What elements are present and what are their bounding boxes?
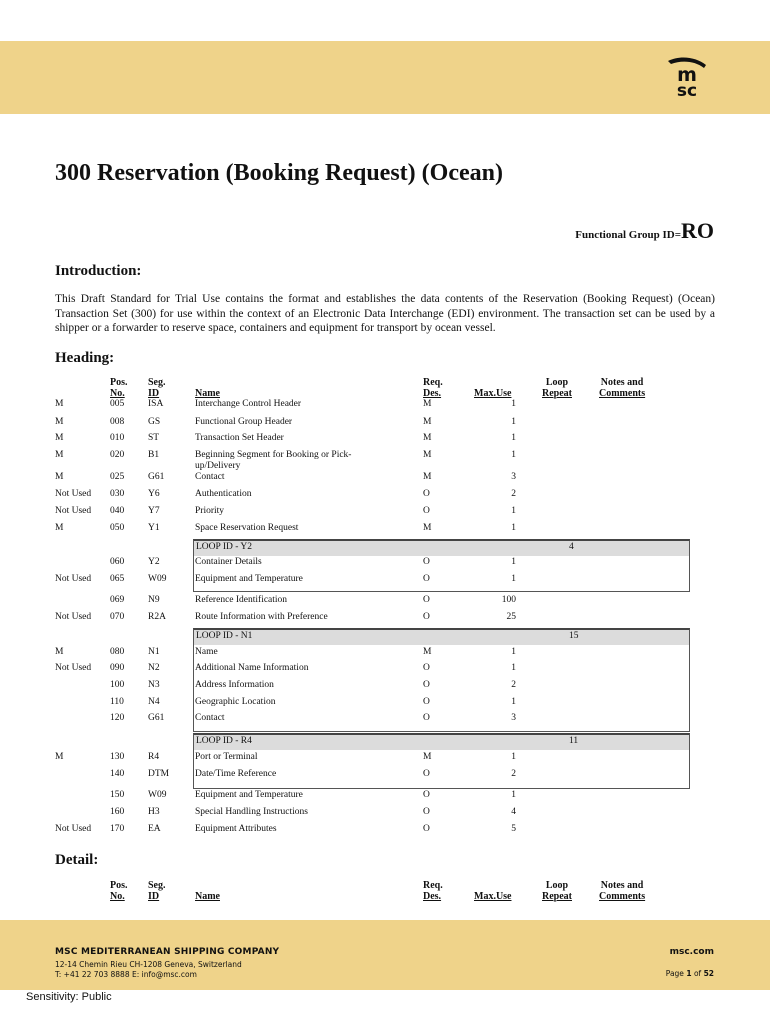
row-name: Name: [195, 647, 218, 657]
row-segment-id: R4: [148, 752, 160, 762]
seg-column-header-line2: ID: [148, 891, 160, 902]
row-requirement: O: [423, 574, 430, 584]
row-max-use: 3: [511, 472, 516, 482]
document-title: 300 Reservation (Booking Request) (Ocean): [55, 160, 503, 186]
row-name: Interchange Control Header: [195, 399, 302, 409]
loop-column-header: [542, 377, 572, 399]
row-max-use: 100: [501, 595, 516, 605]
row-max-use: 1: [511, 647, 516, 657]
row-segment-id: Y6: [148, 489, 160, 499]
row-max-use: 1: [511, 433, 516, 443]
row-status: M: [55, 433, 64, 443]
row-position: 040: [110, 506, 125, 516]
row-segment-id: N4: [148, 697, 160, 707]
row-segment-id: Y2: [148, 557, 160, 567]
row-position: 065: [110, 574, 125, 584]
pos-column-header-line1: Pos.: [110, 880, 128, 891]
row-requirement: O: [423, 680, 430, 690]
row-name: Special Handling Instructions: [195, 807, 308, 817]
functional-group-label: Functional Group ID=: [575, 229, 681, 241]
row-status: M: [55, 647, 64, 657]
row-name: Date/Time Reference: [195, 769, 277, 779]
row-position: 170: [110, 824, 125, 834]
row-position: 005: [110, 399, 125, 409]
row-requirement: O: [423, 697, 430, 707]
max-use-column-header-line1: [474, 377, 512, 388]
max-use-column-header: [474, 377, 512, 399]
seg-column-header: [148, 880, 166, 902]
row-max-use: 1: [511, 697, 516, 707]
row-name: Port or Terminal: [195, 752, 258, 762]
name-column-header-line2: Name: [195, 891, 220, 902]
row-max-use: 1: [511, 523, 516, 533]
row-position: 110: [110, 697, 124, 707]
row-segment-id: N9: [148, 595, 160, 605]
row-position: 025: [110, 472, 125, 482]
seg-column-header: [148, 377, 166, 399]
loop-id: LOOP ID - Y2: [196, 542, 253, 552]
loop-id: LOOP ID - N1: [196, 631, 253, 641]
pos-column-header-line2: No.: [110, 388, 125, 399]
row-position: 090: [110, 663, 125, 673]
loop-repeat: 15: [569, 631, 579, 641]
row-requirement: O: [423, 790, 430, 800]
row-requirement: M: [423, 450, 432, 460]
row-position: 120: [110, 713, 125, 723]
row-position: 140: [110, 769, 125, 779]
row-status: Not Used: [55, 663, 92, 673]
header-band: [0, 41, 770, 114]
row-status: Not Used: [55, 506, 92, 516]
row-max-use: 25: [506, 612, 516, 622]
row-name: Contact: [195, 472, 225, 482]
row-requirement: O: [423, 807, 430, 817]
loop-header: [194, 630, 689, 645]
row-name: Container Details: [195, 557, 262, 567]
seg-column-header-line2: ID: [148, 388, 160, 399]
row-status: M: [55, 523, 64, 533]
name-column-header: [195, 377, 220, 399]
footer-company-name: MSC MEDITERRANEAN SHIPPING COMPANY: [55, 947, 280, 957]
svg-text:sc: sc: [676, 81, 698, 99]
page-current: 1: [686, 969, 692, 978]
row-name: Beginning Segment for Booking or Pick-up/Delivery: [195, 450, 352, 471]
row-status: Not Used: [55, 489, 92, 499]
svg-text:m: m: [677, 64, 697, 86]
row-segment-id: DTM: [148, 769, 170, 779]
row-status: Not Used: [55, 612, 92, 622]
loop-box: [193, 628, 690, 732]
notes-column-header: [599, 377, 645, 399]
row-requirement: M: [423, 399, 432, 409]
page-total: 52: [703, 969, 714, 978]
row-position: 130: [110, 752, 125, 762]
loop-repeat: 11: [569, 736, 579, 746]
name-column-header: [195, 880, 220, 902]
max-use-column-header-line2: Max.Use: [474, 388, 512, 399]
footer-contact: T: +41 22 703 8888 E: info@msc.com: [55, 970, 197, 979]
row-requirement: O: [423, 489, 430, 499]
row-segment-id: G61: [148, 713, 165, 723]
row-name: Equipment and Temperature: [195, 790, 303, 800]
row-name: Address Information: [195, 680, 274, 690]
row-name: Contact: [195, 713, 225, 723]
row-position: 070: [110, 612, 125, 622]
row-position: 160: [110, 807, 125, 817]
req-column-header: [423, 880, 443, 902]
loop-column-header-line1: Loop: [545, 880, 569, 891]
req-column-header-line1: Req.: [423, 377, 443, 388]
row-name: Equipment Attributes: [195, 824, 277, 834]
row-status: M: [55, 450, 64, 460]
notes-column-header-line2: Comments: [599, 891, 646, 902]
row-requirement: M: [423, 472, 432, 482]
row-segment-id: N3: [148, 680, 160, 690]
row-position: 008: [110, 417, 125, 427]
row-position: 050: [110, 523, 125, 533]
row-requirement: O: [423, 824, 430, 834]
row-segment-id: H3: [148, 807, 160, 817]
loop-header: [194, 541, 689, 556]
row-status: Not Used: [55, 824, 92, 834]
row-requirement: O: [423, 557, 430, 567]
row-requirement: M: [423, 417, 432, 427]
loop-column-header-line2: Repeat: [542, 388, 572, 399]
row-max-use: 1: [511, 506, 516, 516]
req-column-header-line2: Des.: [423, 388, 442, 399]
notes-column-header: [599, 880, 645, 902]
pos-column-header: [110, 377, 128, 399]
max-use-column-header-line2: Max.Use: [474, 891, 512, 902]
row-requirement: O: [423, 769, 430, 779]
row-requirement: M: [423, 433, 432, 443]
row-status: Not Used: [55, 574, 92, 584]
row-requirement: O: [423, 506, 430, 516]
row-position: 020: [110, 450, 125, 460]
loop-id: LOOP ID - R4: [196, 736, 252, 746]
row-max-use: 1: [511, 557, 516, 567]
row-max-use: 1: [511, 574, 516, 584]
detail-section-title: Detail:: [55, 852, 99, 868]
seg-column-header-line1: Seg.: [148, 377, 166, 388]
row-name: Reference Identification: [195, 595, 288, 605]
row-max-use: 5: [511, 824, 516, 834]
row-status: M: [55, 472, 64, 482]
loop-repeat: 4: [569, 542, 574, 552]
page-prefix: Page: [665, 969, 684, 978]
introduction-heading: Introduction:: [55, 263, 142, 279]
row-max-use: 2: [511, 769, 516, 779]
row-position: 010: [110, 433, 125, 443]
row-position: 150: [110, 790, 125, 800]
functional-group-value: RO: [681, 218, 714, 243]
name-column-header-line1: [195, 377, 220, 388]
row-segment-id: ISA: [148, 399, 164, 409]
row-max-use: 2: [511, 489, 516, 499]
row-requirement: M: [423, 752, 432, 762]
row-status: M: [55, 417, 64, 427]
max-use-column-header: [474, 880, 512, 902]
row-position: 080: [110, 647, 125, 657]
row-max-use: 1: [511, 450, 516, 460]
pos-column-header-line1: Pos.: [110, 377, 128, 388]
row-max-use: 1: [511, 417, 516, 427]
pos-column-header: [110, 880, 128, 902]
functional-group-id: [575, 218, 714, 244]
loop-column-header-line2: Repeat: [542, 891, 572, 902]
row-segment-id: W09: [148, 574, 167, 584]
row-segment-id: Y7: [148, 506, 160, 516]
row-segment-id: ST: [148, 433, 160, 443]
row-segment-id: EA: [148, 824, 161, 834]
notes-column-header-line1: Notes and: [600, 377, 644, 388]
row-segment-id: G61: [148, 472, 165, 482]
req-column-header-line1: Req.: [423, 880, 443, 891]
row-requirement: O: [423, 595, 430, 605]
row-name: Geographic Location: [195, 697, 276, 707]
req-column-header: [423, 377, 443, 399]
row-status: M: [55, 752, 64, 762]
row-position: 069: [110, 595, 125, 605]
row-max-use: 4: [511, 807, 516, 817]
name-column-header-line1: [195, 880, 220, 891]
row-name: Additional Name Information: [195, 663, 309, 673]
row-segment-id: W09: [148, 790, 167, 800]
row-segment-id: B1: [148, 450, 160, 460]
row-requirement: O: [423, 663, 430, 673]
page-number: [666, 969, 714, 978]
loop-header: [194, 735, 689, 750]
loop-column-header-line1: Loop: [545, 377, 569, 388]
loop-box: [193, 733, 690, 789]
row-status: M: [55, 399, 64, 409]
row-name: Route Information with Preference: [195, 612, 328, 622]
row-max-use: 1: [511, 663, 516, 673]
row-position: 100: [110, 680, 125, 690]
notes-column-header-line2: Comments: [599, 388, 646, 399]
row-name: Priority: [195, 506, 225, 516]
sensitivity-label: Sensitivity: Public: [26, 991, 112, 1003]
req-column-header-line2: Des.: [423, 891, 442, 902]
msc-logo: [660, 55, 714, 99]
row-requirement: O: [423, 612, 430, 622]
row-name: Equipment and Temperature: [195, 574, 303, 584]
seg-column-header-line1: Seg.: [148, 880, 166, 891]
footer-website-link[interactable]: msc.com: [669, 947, 714, 957]
introduction-text: This Draft Standard for Trial Use contains the format and establishes the data contents of the Reservation (Booking Request) (Ocean) Transaction Set (300) for use within the context of an Electronic Data Interchange (EDI) environment. The transaction set can be used by a shipper or a forwarder to reserve space, containers and equipment for transport by ocean vessel.: [55, 293, 715, 334]
row-name: Authentication: [195, 489, 252, 499]
page-of: of: [693, 969, 702, 978]
row-segment-id: GS: [148, 417, 161, 427]
row-max-use: 1: [511, 790, 516, 800]
footer-address-block: [55, 960, 242, 980]
row-max-use: 1: [511, 399, 516, 409]
row-position: 030: [110, 489, 125, 499]
row-max-use: 2: [511, 680, 516, 690]
row-requirement: M: [423, 647, 432, 657]
row-requirement: O: [423, 713, 430, 723]
row-name: Space Reservation Request: [195, 523, 299, 533]
row-max-use: 3: [511, 713, 516, 723]
heading-section-title: Heading:: [55, 350, 115, 366]
row-max-use: 1: [511, 752, 516, 762]
pos-column-header-line2: No.: [110, 891, 125, 902]
footer-address: 12-14 Chemin Rieu CH-1208 Geneva, Switzerland: [55, 960, 242, 969]
notes-column-header-line1: Notes and: [600, 880, 644, 891]
row-name: Transaction Set Header: [195, 433, 284, 443]
name-column-header-line2: Name: [195, 388, 220, 399]
loop-column-header: [542, 880, 572, 902]
loop-box: [193, 539, 690, 592]
row-segment-id: Y1: [148, 523, 160, 533]
row-name: Functional Group Header: [195, 417, 293, 427]
max-use-column-header-line1: [474, 880, 512, 891]
row-requirement: M: [423, 523, 432, 533]
row-position: 060: [110, 557, 125, 567]
row-segment-id: N2: [148, 663, 160, 673]
row-segment-id: R2A: [148, 612, 166, 622]
row-segment-id: N1: [148, 647, 160, 657]
